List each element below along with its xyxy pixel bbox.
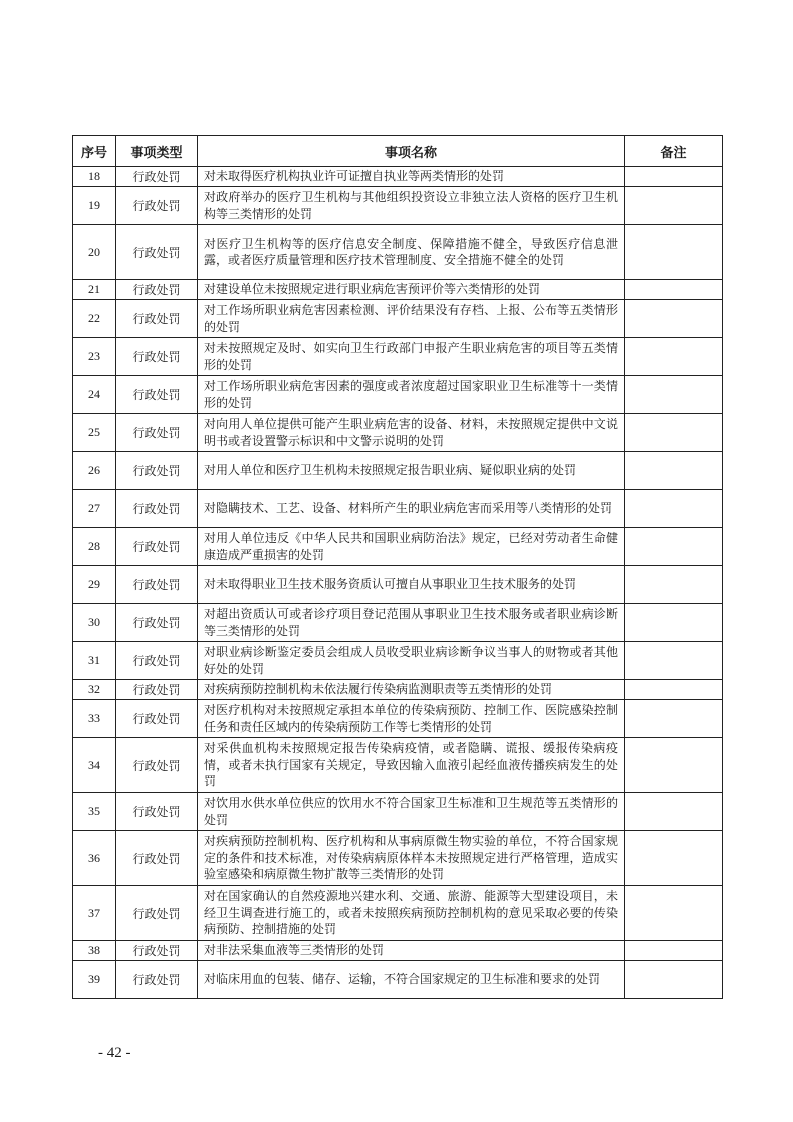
row-num: 24 bbox=[73, 376, 116, 414]
row-type: 行政处罚 bbox=[116, 225, 198, 280]
table-row bbox=[73, 886, 723, 941]
row-note bbox=[625, 452, 723, 490]
row-type: 行政处罚 bbox=[116, 167, 198, 187]
row-type: 行政处罚 bbox=[116, 680, 198, 700]
row-type: 行政处罚 bbox=[116, 187, 198, 225]
row-note bbox=[625, 338, 723, 376]
row-name: 对在国家确认的自然疫源地兴建水利、交通、旅游、能源等大型建设项目，未经卫生调查进行施工的，或者未按照疾病预防控制机构的意见采取必要的传染病预防、控制措施的处罚 bbox=[198, 886, 625, 941]
row-num: 28 bbox=[73, 528, 116, 566]
row-name: 对职业病诊断鉴定委员会组成人员收受职业病诊断争议当事人的财物或者其他好处的处罚 bbox=[198, 642, 625, 680]
row-num: 26 bbox=[73, 452, 116, 490]
table-row bbox=[73, 566, 723, 604]
table-row bbox=[73, 793, 723, 831]
row-type: 行政处罚 bbox=[116, 941, 198, 961]
row-type: 行政处罚 bbox=[116, 414, 198, 452]
table-header-row bbox=[73, 136, 723, 167]
table-row bbox=[73, 961, 723, 999]
row-note bbox=[625, 225, 723, 280]
row-type: 行政处罚 bbox=[116, 338, 198, 376]
row-name: 对政府举办的医疗卫生机构与其他组织投资设立非独立法人资格的医疗卫生机构等三类情形的处罚 bbox=[198, 187, 625, 225]
row-note bbox=[625, 604, 723, 642]
row-name: 对未取得医疗机构执业许可证擅自执业等两类情形的处罚 bbox=[198, 167, 625, 187]
row-num: 38 bbox=[73, 941, 116, 961]
table-row bbox=[73, 831, 723, 886]
header-type: 事项类型 bbox=[116, 136, 198, 167]
table-row bbox=[73, 187, 723, 225]
row-name: 对临床用血的包装、储存、运输，不符合国家规定的卫生标准和要求的处罚 bbox=[198, 961, 625, 999]
row-note bbox=[625, 961, 723, 999]
row-name: 对工作场所职业病危害因素的强度或者浓度超过国家职业卫生标准等十一类情形的处罚 bbox=[198, 376, 625, 414]
row-name: 对医疗卫生机构等的医疗信息安全制度、保障措施不健全，导致医疗信息泄露，或者医疗质量管理和医疗技术管理制度、安全措施不健全的处罚 bbox=[198, 225, 625, 280]
header-name: 事项名称 bbox=[198, 136, 625, 167]
row-num: 36 bbox=[73, 831, 116, 886]
row-note bbox=[625, 831, 723, 886]
row-type: 行政处罚 bbox=[116, 886, 198, 941]
row-type: 行政处罚 bbox=[116, 831, 198, 886]
row-num: 31 bbox=[73, 642, 116, 680]
row-name: 对采供血机构未按照规定报告传染病疫情，或者隐瞒、谎报、缓报传染病疫情，或者未执行国家有关规定，导致因输入血液引起经血液传播疾病发生的处罚 bbox=[198, 738, 625, 793]
row-num: 20 bbox=[73, 225, 116, 280]
table-row bbox=[73, 338, 723, 376]
table-row bbox=[73, 738, 723, 793]
row-note bbox=[625, 566, 723, 604]
row-num: 33 bbox=[73, 700, 116, 738]
row-name: 对工作场所职业病危害因素检测、评价结果没有存档、上报、公布等五类情形的处罚 bbox=[198, 300, 625, 338]
row-num: 39 bbox=[73, 961, 116, 999]
row-num: 23 bbox=[73, 338, 116, 376]
table-row bbox=[73, 414, 723, 452]
row-num: 22 bbox=[73, 300, 116, 338]
row-type: 行政处罚 bbox=[116, 376, 198, 414]
row-type: 行政处罚 bbox=[116, 642, 198, 680]
row-note bbox=[625, 738, 723, 793]
row-name: 对超出资质认可或者诊疗项目登记范围从事职业卫生技术服务或者职业病诊断等三类情形的处罚 bbox=[198, 604, 625, 642]
table-row bbox=[73, 167, 723, 187]
row-note bbox=[625, 376, 723, 414]
table-body bbox=[73, 167, 723, 999]
row-note bbox=[625, 280, 723, 300]
row-num: 25 bbox=[73, 414, 116, 452]
table-row bbox=[73, 680, 723, 700]
row-num: 30 bbox=[73, 604, 116, 642]
table-row bbox=[73, 941, 723, 961]
table-row bbox=[73, 700, 723, 738]
row-note bbox=[625, 680, 723, 700]
row-note bbox=[625, 300, 723, 338]
page-number: - 42 - bbox=[98, 1045, 131, 1061]
row-type: 行政处罚 bbox=[116, 490, 198, 528]
row-num: 27 bbox=[73, 490, 116, 528]
row-name: 对用人单位和医疗卫生机构未按照规定报告职业病、疑似职业病的处罚 bbox=[198, 452, 625, 490]
row-type: 行政处罚 bbox=[116, 961, 198, 999]
row-num: 21 bbox=[73, 280, 116, 300]
table-row bbox=[73, 490, 723, 528]
row-name: 对隐瞒技术、工艺、设备、材料所产生的职业病危害而采用等八类情形的处罚 bbox=[198, 490, 625, 528]
row-note bbox=[625, 700, 723, 738]
row-name: 对未按照规定及时、如实向卫生行政部门申报产生职业病危害的项目等五类情形的处罚 bbox=[198, 338, 625, 376]
row-type: 行政处罚 bbox=[116, 700, 198, 738]
row-name: 对建设单位未按照规定进行职业病危害预评价等六类情形的处罚 bbox=[198, 280, 625, 300]
row-name: 对饮用水供水单位供应的饮用水不符合国家卫生标准和卫生规范等五类情形的处罚 bbox=[198, 793, 625, 831]
row-name: 对用人单位违反《中华人民共和国职业病防治法》规定，已经对劳动者生命健康造成严重损害的处罚 bbox=[198, 528, 625, 566]
header-note: 备注 bbox=[625, 136, 723, 167]
row-num: 32 bbox=[73, 680, 116, 700]
row-type: 行政处罚 bbox=[116, 604, 198, 642]
table-row bbox=[73, 452, 723, 490]
row-num: 19 bbox=[73, 187, 116, 225]
row-note bbox=[625, 414, 723, 452]
items-table bbox=[72, 135, 723, 999]
table-row bbox=[73, 604, 723, 642]
row-type: 行政处罚 bbox=[116, 566, 198, 604]
header-num: 序号 bbox=[73, 136, 116, 167]
table-row bbox=[73, 300, 723, 338]
row-type: 行政处罚 bbox=[116, 528, 198, 566]
row-name: 对非法采集血液等三类情形的处罚 bbox=[198, 941, 625, 961]
row-name: 对疾病预防控制机构未依法履行传染病监测职责等五类情形的处罚 bbox=[198, 680, 625, 700]
row-type: 行政处罚 bbox=[116, 280, 198, 300]
row-num: 35 bbox=[73, 793, 116, 831]
row-name: 对疾病预防控制机构、医疗机构和从事病原微生物实验的单位，不符合国家规定的条件和技术标准，对传染病病原体样本未按照规定进行严格管理，造成实验室感染和病原微生物扩散等三类情形的处罚 bbox=[198, 831, 625, 886]
table-row bbox=[73, 642, 723, 680]
row-type: 行政处罚 bbox=[116, 738, 198, 793]
table-row bbox=[73, 528, 723, 566]
row-num: 37 bbox=[73, 886, 116, 941]
row-type: 行政处罚 bbox=[116, 793, 198, 831]
row-note bbox=[625, 642, 723, 680]
row-note bbox=[625, 187, 723, 225]
row-note bbox=[625, 793, 723, 831]
row-name: 对未取得职业卫生技术服务资质认可擅自从事职业卫生技术服务的处罚 bbox=[198, 566, 625, 604]
row-note bbox=[625, 886, 723, 941]
row-name: 对医疗机构对未按照规定承担本单位的传染病预防、控制工作、医院感染控制任务和责任区域内的传染病预防工作等七类情形的处罚 bbox=[198, 700, 625, 738]
row-type: 行政处罚 bbox=[116, 300, 198, 338]
row-note bbox=[625, 528, 723, 566]
table-row bbox=[73, 225, 723, 280]
row-num: 34 bbox=[73, 738, 116, 793]
row-note bbox=[625, 490, 723, 528]
row-type: 行政处罚 bbox=[116, 452, 198, 490]
table-row bbox=[73, 280, 723, 300]
row-num: 18 bbox=[73, 167, 116, 187]
row-note bbox=[625, 941, 723, 961]
table-row bbox=[73, 376, 723, 414]
row-note bbox=[625, 167, 723, 187]
row-name: 对向用人单位提供可能产生职业病危害的设备、材料，未按照规定提供中文说明书或者设置警示标识和中文警示说明的处罚 bbox=[198, 414, 625, 452]
row-num: 29 bbox=[73, 566, 116, 604]
